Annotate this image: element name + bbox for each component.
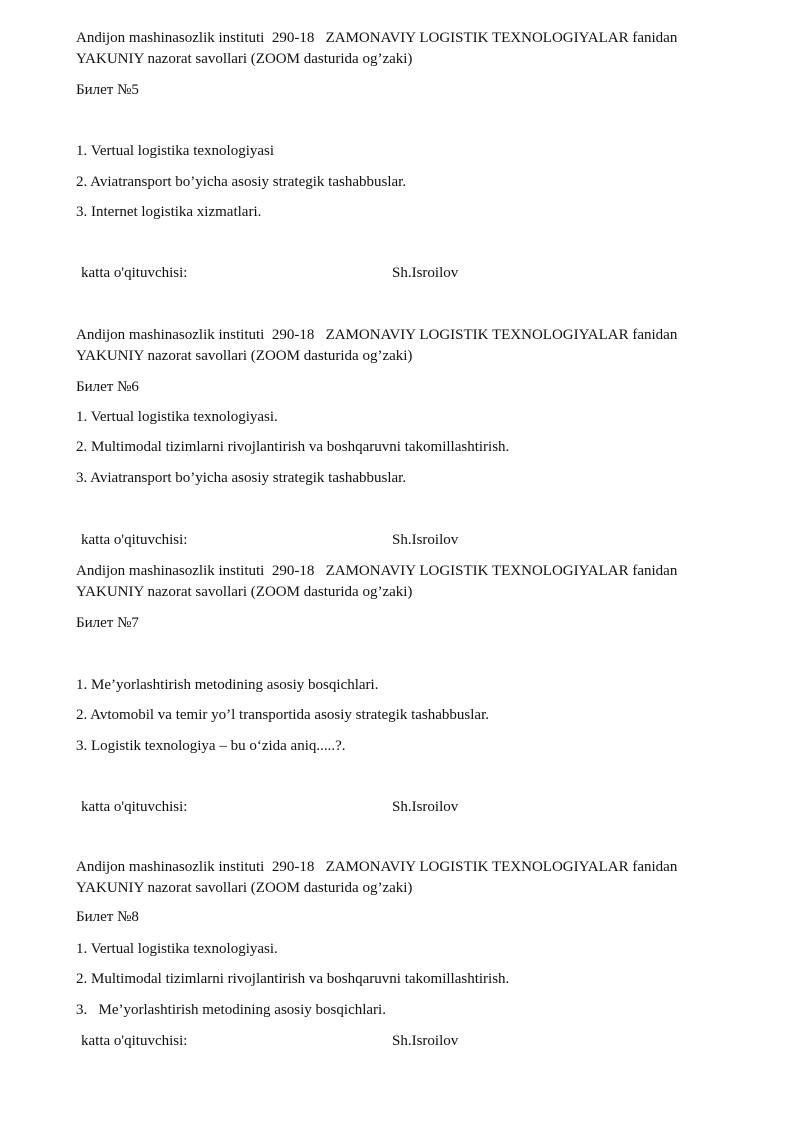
header-line-1: Andijon mashinasozlik instituti 290-18 ZAMONAVIY LOGISTIK TEXNOLOGIYALAR fanidan (76, 563, 678, 579)
question-3: 3. Internet logistika xizmatlari. (76, 204, 262, 220)
header-line-2: YAKUNIY nazorat savollari (ZOOM dasturida og’zaki) (76, 348, 413, 364)
signature-name: Sh.Isroilov (392, 532, 459, 548)
signature-name: Sh.Isroilov (392, 799, 459, 815)
signature-label: katta o'qituvchisi: (81, 1033, 188, 1049)
question-3: 3. Me’yorlashtirish metodining asosiy bosqichlari. (76, 1002, 386, 1018)
ticket-header (76, 561, 736, 641)
question-2: 2. Multimodal tizimlarni rivojlantirish va boshqaruvni takomillashtirish. (76, 439, 510, 455)
ticket-header (76, 325, 736, 405)
question-1: 1. Vertual logistika texnologiyasi. (76, 409, 278, 425)
question-2: 2. Aviatransport bo’yicha asosiy strategik tashabbuslar. (76, 174, 407, 190)
question-1: 1. Vertual logistika texnologiyasi. (76, 941, 278, 957)
signature-name: Sh.Isroilov (392, 1033, 459, 1049)
header-line-2: YAKUNIY nazorat savollari (ZOOM dasturida og’zaki) (76, 51, 413, 67)
question-2: 2. Avtomobil va temir yo’l transportida asosiy strategik tashabbuslar. (76, 707, 489, 723)
ticket-label: Билет №8 (76, 909, 139, 925)
header-line-1: Andijon mashinasozlik instituti 290-18 ZAMONAVIY LOGISTIK TEXNOLOGIYALAR fanidan (76, 859, 678, 875)
question-3: 3. Aviatransport bo’yicha asosiy strategik tashabbuslar. (76, 470, 407, 486)
ticket-header (76, 857, 736, 937)
question-2: 2. Multimodal tizimlarni rivojlantirish va boshqaruvni takomillashtirish. (76, 971, 510, 987)
question-1: 1. Me’yorlashtirish metodining asosiy bosqichlari. (76, 677, 379, 693)
question-3: 3. Logistik texnologiya – bu o‘zida aniq.....?. (76, 738, 346, 754)
signature-name: Sh.Isroilov (392, 265, 459, 281)
question-1: 1. Vertual logistika texnologiyasi (76, 143, 275, 159)
ticket-label: Билет №7 (76, 615, 139, 631)
ticket-header (76, 28, 736, 108)
header-line-2: YAKUNIY nazorat savollari (ZOOM dasturida og’zaki) (76, 584, 413, 600)
header-line-2: YAKUNIY nazorat savollari (ZOOM dasturida og’zaki) (76, 880, 413, 896)
ticket-label: Билет №5 (76, 82, 139, 98)
header-line-1: Andijon mashinasozlik instituti 290-18 ZAMONAVIY LOGISTIK TEXNOLOGIYALAR fanidan (76, 30, 678, 46)
signature-label: katta o'qituvchisi: (81, 265, 188, 281)
header-line-1: Andijon mashinasozlik instituti 290-18 ZAMONAVIY LOGISTIK TEXNOLOGIYALAR fanidan (76, 327, 678, 343)
signature-label: katta o'qituvchisi: (81, 532, 188, 548)
signature-label: katta o'qituvchisi: (81, 799, 188, 815)
ticket-label: Билет №6 (76, 379, 139, 395)
